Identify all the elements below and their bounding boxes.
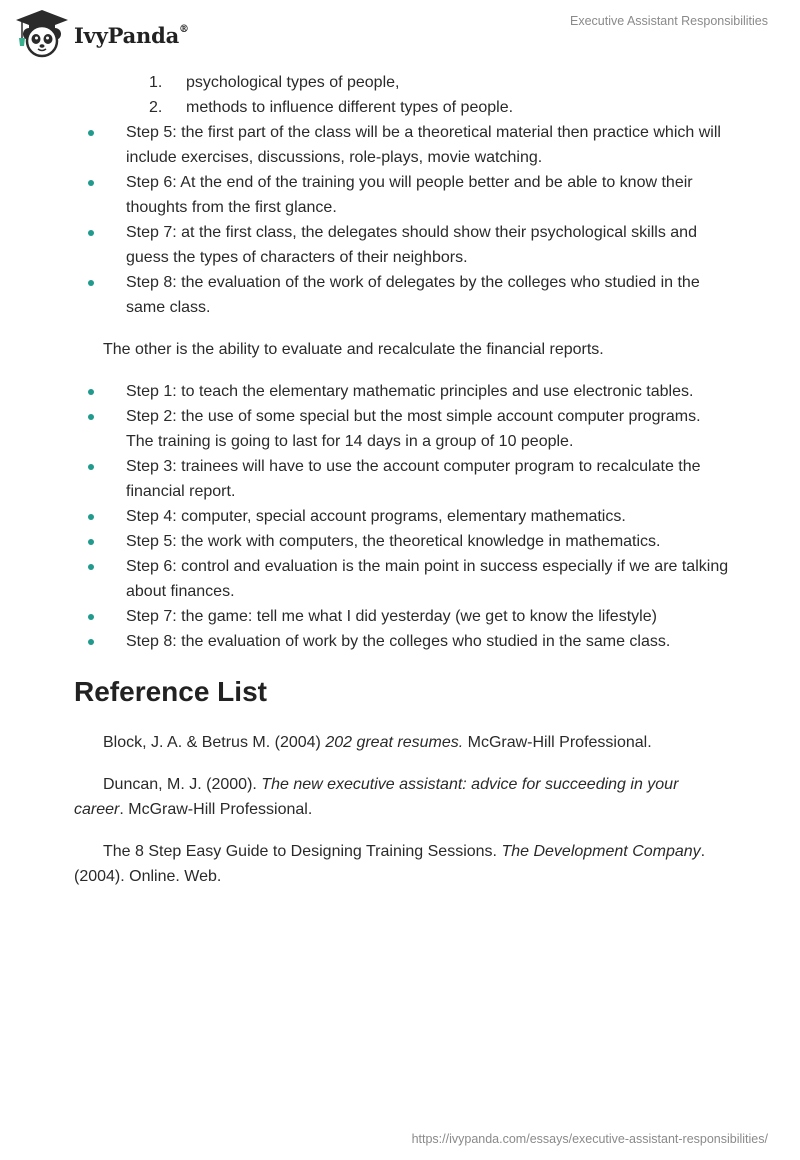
list-item: Step 1: to teach the elementary mathematic principles and use electronic tables. — [0, 379, 800, 404]
bullet-icon — [88, 414, 94, 420]
list-item: Step 7: the game: tell me what I did yesterday (we get to know the lifestyle) — [0, 604, 800, 629]
document-body — [0, 70, 800, 889]
reference-item: Duncan, M. J. (2000). The new executive assistant: advice for succeeding in your career. McGraw-Hill Professional. — [74, 776, 679, 818]
document-title: Executive Assistant Responsibilities — [569, 14, 768, 28]
page-header — [0, 0, 800, 60]
bullet-icon — [88, 614, 94, 620]
bullet-icon — [88, 389, 94, 395]
reference-item: Block, J. A. & Betrus M. (2004) 202 great resumes. McGraw-Hill Professional. — [103, 734, 652, 751]
bullet-icon — [88, 539, 94, 545]
reference-item: The 8 Step Easy Guide to Designing Training Sessions. The Development Company. (2004). Online. Web. — [74, 843, 706, 885]
bullet-icon — [88, 464, 94, 470]
list-item: Step 6: control and evaluation is the main point in success especially if we are talking about finances. — [0, 554, 800, 604]
bullet-list-psychology — [0, 120, 800, 320]
ivypanda-logo[interactable] — [14, 8, 189, 58]
reference-list-heading: Reference List — [74, 676, 267, 707]
bullet-icon — [88, 180, 94, 186]
list-item: Step 5: the work with computers, the theoretical knowledge in mathematics. — [0, 529, 800, 554]
item-number: 2. — [149, 99, 163, 116]
bullet-list-finance — [0, 379, 800, 654]
list-item: Step 6: At the end of the training you will people better and be able to know their thoughts from the first glance. — [0, 170, 800, 220]
bullet-icon — [88, 639, 94, 645]
logo-wordmark: IvyPanda® — [74, 22, 189, 48]
list-item: Step 5: the first part of the class will be a theoretical material then practice which will include exercises, discussions, role-plays, movie watching. — [0, 120, 800, 170]
list-item: Step 4: computer, special account programs, elementary mathematics. — [0, 504, 800, 529]
panda-logo-icon — [14, 8, 70, 58]
list-item: Step 7: at the first class, the delegates should show their psychological skills and guess the types of characters of their neighbors. — [0, 220, 800, 270]
bullet-icon — [88, 130, 94, 136]
bullet-icon — [88, 230, 94, 236]
item-text: psychological types of people, — [186, 74, 400, 91]
intro-paragraph: The other is the ability to evaluate and recalculate the financial reports. — [103, 341, 604, 358]
bullet-icon — [88, 280, 94, 286]
numbered-item — [0, 70, 800, 95]
bullet-icon — [88, 564, 94, 570]
bullet-icon — [88, 514, 94, 520]
list-item: Step 3: trainees will have to use the account computer program to recalculate the financial report. — [0, 454, 800, 504]
item-text: methods to influence different types of people. — [186, 99, 514, 116]
numbered-list — [0, 70, 800, 120]
item-number: 1. — [149, 74, 163, 91]
list-item: Step 8: the evaluation of work by the colleges who studied in the same class. — [0, 629, 800, 654]
source-url-link[interactable]: https://ivypanda.com/essays/executive-assistant-responsibilities/ — [411, 1132, 768, 1146]
list-item: Step 2: the use of some special but the most simple account computer programs. The training is going to last for 14 days in a group of 10 people. — [0, 404, 800, 454]
numbered-item — [0, 95, 800, 120]
list-item: Step 8: the evaluation of the work of delegates by the colleges who studied in the same class. — [0, 270, 800, 320]
